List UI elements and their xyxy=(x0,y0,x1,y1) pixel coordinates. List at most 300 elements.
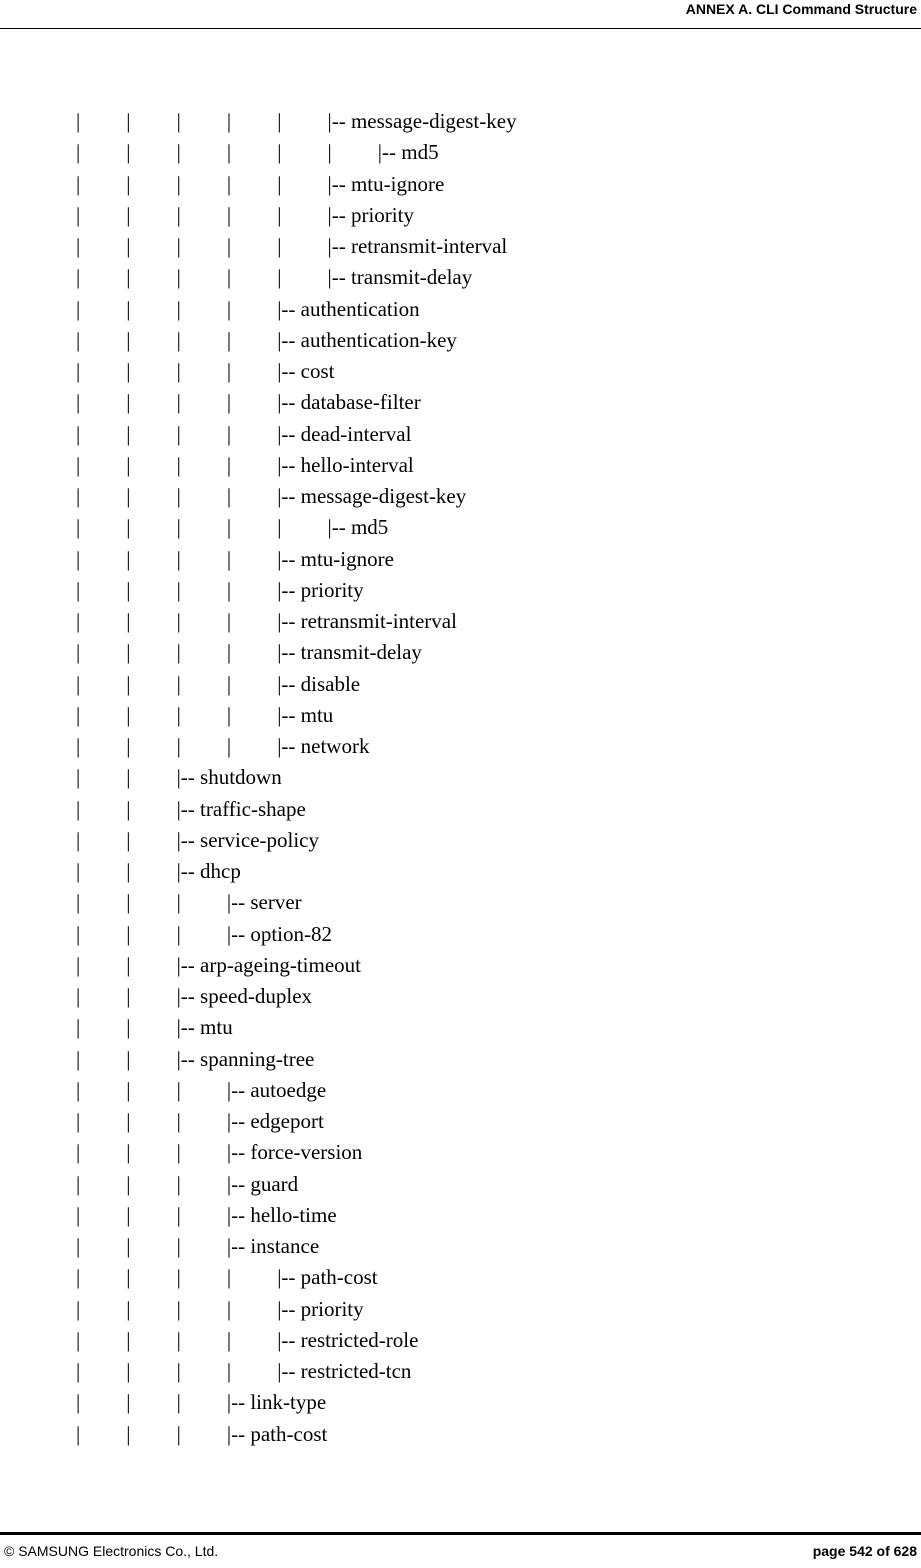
tree-line xyxy=(0,919,921,950)
tree-pipe: | xyxy=(176,1202,181,1227)
tree-branch-prefix: |-- xyxy=(277,421,301,446)
tree-pipe: | xyxy=(76,546,81,571)
tree-pipe: | xyxy=(176,327,181,352)
tree-pipe: | xyxy=(76,921,81,946)
tree-command-label: restricted-role xyxy=(300,1327,419,1352)
tree-branch-prefix: |-- xyxy=(327,202,351,227)
tree-pipe: | xyxy=(126,421,131,446)
page-footer xyxy=(0,1532,921,1568)
tree-pipe: | xyxy=(76,296,81,321)
tree-pipe: | xyxy=(76,1359,81,1383)
tree-branch xyxy=(277,700,333,731)
tree-pipe: | xyxy=(76,827,81,852)
tree-pipe: | xyxy=(277,109,282,133)
tree-branch-prefix: |-- xyxy=(277,296,301,321)
tree-pipe: | xyxy=(126,1327,131,1352)
tree-pipe: | xyxy=(126,546,131,571)
tree-branch xyxy=(177,950,361,981)
tree-branch xyxy=(328,512,389,543)
tree-pipe: | xyxy=(126,1421,131,1446)
tree-line xyxy=(0,794,921,825)
footer-page-number: page 542 of 628 xyxy=(812,1543,917,1559)
tree-line xyxy=(0,1169,921,1200)
tree-pipe: | xyxy=(176,1109,181,1133)
tree-pipe: | xyxy=(126,1077,131,1102)
tree-branch xyxy=(227,1075,326,1106)
tree-branch xyxy=(227,919,332,950)
tree-branch xyxy=(177,981,312,1012)
tree-branch xyxy=(277,356,334,387)
command-tree xyxy=(0,106,921,1450)
tree-branch xyxy=(227,1419,327,1450)
tree-pipe: | xyxy=(226,1296,232,1321)
tree-pipe: | xyxy=(126,484,131,508)
tree-pipe: | xyxy=(76,1171,81,1196)
tree-pipe: | xyxy=(226,640,232,665)
tree-line xyxy=(0,825,921,856)
tree-command-label: link-type xyxy=(250,1390,327,1415)
tree-line xyxy=(0,512,921,543)
tree-pipe: | xyxy=(76,140,81,165)
tree-branch-prefix: |-- xyxy=(277,546,301,571)
tree-line xyxy=(0,294,921,325)
tree-branch xyxy=(277,731,369,762)
tree-command-label: speed-duplex xyxy=(200,984,313,1008)
tree-branch-prefix: |-- xyxy=(277,452,301,477)
tree-command-label: priority xyxy=(300,577,364,602)
tree-pipe: | xyxy=(126,1359,131,1383)
tree-line xyxy=(0,356,921,387)
tree-pipe: | xyxy=(76,1140,81,1165)
tree-command-label: instance xyxy=(250,1234,320,1258)
tree-pipe: | xyxy=(76,390,81,415)
tree-pipe: | xyxy=(76,327,81,352)
tree-pipe: | xyxy=(126,1202,131,1227)
tree-branch xyxy=(328,231,508,262)
tree-pipe: | xyxy=(76,1109,81,1133)
tree-branch xyxy=(328,169,445,200)
tree-command-label: cost xyxy=(300,359,335,383)
tree-pipe: | xyxy=(226,234,232,258)
tree-command-label: option-82 xyxy=(250,921,333,946)
tree-command-label: service-policy xyxy=(200,827,319,852)
tree-branch xyxy=(328,200,414,231)
tree-pipe: | xyxy=(226,484,232,508)
tree-pipe: | xyxy=(176,1296,181,1321)
tree-pipe: | xyxy=(226,1327,232,1352)
tree-command-label: autoedge xyxy=(250,1077,327,1102)
tree-pipe: | xyxy=(76,1015,81,1040)
tree-pipe: | xyxy=(226,734,232,758)
tree-command-label: force-version xyxy=(250,1140,363,1165)
tree-pipe: | xyxy=(226,265,232,290)
tree-command-label: authentication-key xyxy=(300,327,457,352)
tree-pipe: | xyxy=(176,265,181,290)
tree-pipe: | xyxy=(176,734,181,758)
tree-pipe: | xyxy=(226,577,232,602)
tree-pipe: | xyxy=(176,452,181,477)
tree-pipe: | xyxy=(126,984,131,1008)
tree-pipe: | xyxy=(126,577,131,602)
tree-branch-prefix: |-- xyxy=(327,171,351,196)
tree-pipe: | xyxy=(226,452,232,477)
tree-branch-prefix: |-- xyxy=(277,359,301,383)
tree-pipe: | xyxy=(176,421,181,446)
tree-pipe: | xyxy=(126,515,131,540)
tree-pipe: | xyxy=(76,359,81,383)
tree-branch-prefix: |-- xyxy=(277,609,301,633)
tree-pipe: | xyxy=(226,171,232,196)
tree-command-label: md5 xyxy=(401,140,439,165)
tree-line xyxy=(0,856,921,887)
tree-pipe: | xyxy=(176,1140,181,1165)
tree-line xyxy=(0,1262,921,1293)
tree-command-label: arp-ageing-timeout xyxy=(200,952,361,977)
tree-branch-prefix: |-- xyxy=(226,1390,251,1415)
tree-pipe: | xyxy=(126,1140,131,1165)
tree-branch xyxy=(277,575,363,606)
tree-pipe: | xyxy=(126,640,131,665)
tree-branch-prefix: |-- xyxy=(226,1109,251,1133)
tree-pipe: | xyxy=(176,484,181,508)
tree-branch-prefix: |-- xyxy=(277,484,301,508)
tree-pipe: | xyxy=(126,671,131,696)
tree-branch xyxy=(227,887,302,918)
tree-line xyxy=(0,1419,921,1450)
tree-pipe: | xyxy=(126,109,131,133)
tree-pipe: | xyxy=(176,515,181,540)
tree-branch xyxy=(177,794,306,825)
tree-pipe: | xyxy=(277,171,282,196)
tree-pipe: | xyxy=(126,859,131,883)
tree-command-label: mtu xyxy=(200,1015,233,1040)
tree-pipe: | xyxy=(76,1202,81,1227)
tree-branch xyxy=(277,1356,411,1387)
tree-pipe: | xyxy=(176,202,181,227)
tree-command-label: message-digest-key xyxy=(350,109,517,133)
tree-pipe: | xyxy=(226,671,232,696)
tree-branch xyxy=(177,1012,233,1043)
page-header xyxy=(0,0,921,29)
tree-line xyxy=(0,1387,921,1418)
tree-pipe: | xyxy=(126,265,131,290)
tree-pipe: | xyxy=(176,1390,181,1415)
footer-copyright: © SAMSUNG Electronics Co., Ltd. xyxy=(4,1543,219,1559)
tree-pipe: | xyxy=(76,609,81,633)
tree-branch xyxy=(378,137,439,168)
tree-pipe: | xyxy=(76,1077,81,1102)
tree-line xyxy=(0,262,921,293)
tree-branch xyxy=(277,606,457,637)
tree-line xyxy=(0,1294,921,1325)
tree-branch-prefix: |-- xyxy=(277,1265,301,1290)
tree-pipe: | xyxy=(226,296,232,321)
tree-pipe: | xyxy=(176,702,181,727)
tree-branch xyxy=(277,481,466,512)
tree-line xyxy=(0,1012,921,1043)
tree-pipe: | xyxy=(126,1296,131,1321)
tree-branch-prefix: |-- xyxy=(176,1015,201,1040)
tree-line xyxy=(0,325,921,356)
tree-line xyxy=(0,169,921,200)
tree-branch xyxy=(227,1137,362,1168)
tree-line xyxy=(0,544,921,575)
tree-line xyxy=(0,762,921,793)
tree-branch-prefix: |-- xyxy=(277,640,301,665)
tree-branch-prefix: |-- xyxy=(277,671,301,696)
tree-command-label: md5 xyxy=(350,515,389,540)
tree-branch xyxy=(277,1325,418,1356)
tree-line xyxy=(0,1044,921,1075)
tree-pipe: | xyxy=(76,265,81,290)
tree-pipe: | xyxy=(226,359,232,383)
tree-branch-prefix: |-- xyxy=(277,1296,301,1321)
tree-branch-prefix: |-- xyxy=(176,984,201,1008)
tree-pipe: | xyxy=(76,765,81,790)
tree-pipe: | xyxy=(126,140,131,165)
tree-line xyxy=(0,981,921,1012)
tree-pipe: | xyxy=(76,952,81,977)
tree-pipe: | xyxy=(226,109,232,133)
tree-pipe: | xyxy=(126,1046,131,1071)
tree-pipe: | xyxy=(176,359,181,383)
tree-pipe: | xyxy=(226,546,232,571)
tree-pipe: | xyxy=(126,827,131,852)
tree-pipe: | xyxy=(126,952,131,977)
tree-pipe: | xyxy=(76,796,81,821)
tree-pipe: | xyxy=(76,515,81,540)
tree-branch-prefix: |-- xyxy=(277,734,301,758)
tree-branch-prefix: |-- xyxy=(277,1327,301,1352)
tree-branch-prefix: |-- xyxy=(226,1421,251,1446)
tree-line xyxy=(0,481,921,512)
tree-line xyxy=(0,887,921,918)
tree-pipe: | xyxy=(176,1234,181,1258)
tree-pipe: | xyxy=(126,702,131,727)
tree-line xyxy=(0,1106,921,1137)
tree-branch xyxy=(177,856,241,887)
tree-pipe: | xyxy=(76,1234,81,1258)
tree-pipe: | xyxy=(226,390,232,415)
tree-pipe: | xyxy=(76,859,81,883)
tree-branch-prefix: |-- xyxy=(176,1046,201,1071)
tree-pipe: | xyxy=(126,1265,131,1290)
tree-branch-prefix: |-- xyxy=(176,765,201,790)
tree-branch-prefix: |-- xyxy=(277,390,301,415)
tree-branch xyxy=(227,1169,298,1200)
tree-pipe: | xyxy=(126,202,131,227)
tree-command-label: database-filter xyxy=(300,390,421,415)
tree-pipe: | xyxy=(176,640,181,665)
tree-command-label: mtu xyxy=(300,702,334,727)
tree-branch-prefix: |-- xyxy=(226,1171,251,1196)
tree-pipe: | xyxy=(226,515,232,540)
tree-line xyxy=(0,1075,921,1106)
tree-command-label: server xyxy=(250,890,302,915)
tree-branch-prefix: |-- xyxy=(176,859,201,883)
tree-pipe: | xyxy=(176,109,181,133)
tree-pipe: | xyxy=(76,1327,81,1352)
tree-line xyxy=(0,1325,921,1356)
tree-pipe: | xyxy=(176,296,181,321)
tree-pipe: | xyxy=(126,765,131,790)
tree-line xyxy=(0,637,921,668)
tree-pipe: | xyxy=(126,452,131,477)
tree-branch xyxy=(277,1262,377,1293)
tree-branch-prefix: |-- xyxy=(226,890,251,915)
tree-command-label: retransmit-interval xyxy=(300,609,457,633)
tree-pipe: | xyxy=(126,1109,131,1133)
tree-line xyxy=(0,387,921,418)
tree-line xyxy=(0,450,921,481)
tree-command-label: hello-time xyxy=(250,1202,337,1227)
tree-command-label: spanning-tree xyxy=(200,1046,315,1071)
tree-command-label: mtu-ignore xyxy=(350,171,445,196)
tree-line xyxy=(0,137,921,168)
tree-pipe: | xyxy=(76,702,81,727)
tree-pipe: | xyxy=(176,609,181,633)
tree-branch-prefix: |-- xyxy=(226,921,251,946)
tree-pipe: | xyxy=(76,484,81,508)
tree-branch-prefix: |-- xyxy=(226,1140,251,1165)
tree-pipe: | xyxy=(226,1265,232,1290)
tree-pipe: | xyxy=(176,890,181,915)
tree-line xyxy=(0,950,921,981)
tree-branch-prefix: |-- xyxy=(327,109,351,133)
tree-branch xyxy=(277,669,360,700)
tree-pipe: | xyxy=(76,734,81,758)
tree-command-label: path-cost xyxy=(300,1265,378,1290)
tree-branch xyxy=(277,387,421,418)
tree-pipe: | xyxy=(126,234,131,258)
tree-pipe: | xyxy=(126,390,131,415)
tree-pipe: | xyxy=(76,202,81,227)
tree-pipe: | xyxy=(226,421,232,446)
tree-pipe: | xyxy=(76,984,81,1008)
tree-pipe: | xyxy=(126,796,131,821)
tree-pipe: | xyxy=(76,1046,81,1071)
tree-line xyxy=(0,231,921,262)
tree-pipe: | xyxy=(76,1390,81,1415)
tree-branch xyxy=(277,294,419,325)
tree-branch xyxy=(177,825,319,856)
tree-pipe: | xyxy=(176,671,181,696)
tree-branch-prefix: |-- xyxy=(176,827,201,852)
tree-pipe: | xyxy=(277,515,282,540)
tree-pipe: | xyxy=(76,890,81,915)
tree-command-label: path-cost xyxy=(250,1421,328,1446)
tree-pipe: | xyxy=(126,1171,131,1196)
tree-line xyxy=(0,1356,921,1387)
tree-pipe: | xyxy=(277,202,282,227)
tree-line xyxy=(0,1231,921,1262)
tree-pipe: | xyxy=(226,1359,232,1383)
tree-pipe: | xyxy=(226,609,232,633)
tree-pipe: | xyxy=(126,296,131,321)
tree-branch xyxy=(227,1200,337,1231)
tree-branch-prefix: |-- xyxy=(226,1077,251,1102)
tree-command-label: traffic-shape xyxy=(200,796,306,821)
tree-branch xyxy=(277,544,394,575)
tree-branch-prefix: |-- xyxy=(377,140,402,165)
tree-pipe: | xyxy=(76,1265,81,1290)
tree-pipe: | xyxy=(226,202,232,227)
tree-command-label: guard xyxy=(250,1171,299,1196)
tree-pipe: | xyxy=(126,327,131,352)
tree-pipe: | xyxy=(126,1234,131,1258)
tree-pipe: | xyxy=(176,1421,181,1446)
tree-pipe: | xyxy=(226,327,232,352)
tree-pipe: | xyxy=(176,390,181,415)
tree-branch xyxy=(277,1294,363,1325)
tree-line xyxy=(0,1200,921,1231)
tree-branch xyxy=(177,762,282,793)
tree-pipe: | xyxy=(76,1421,81,1446)
tree-pipe: | xyxy=(277,140,282,165)
tree-pipe: | xyxy=(176,1327,181,1352)
tree-pipe: | xyxy=(76,1296,81,1321)
tree-line xyxy=(0,575,921,606)
tree-branch xyxy=(277,325,457,356)
tree-pipe: | xyxy=(277,265,282,290)
tree-command-label: message-digest-key xyxy=(300,484,467,508)
tree-pipe: | xyxy=(226,140,232,165)
tree-command-label: network xyxy=(300,734,370,758)
tree-branch-prefix: |-- xyxy=(327,234,351,258)
tree-branch xyxy=(277,637,422,668)
tree-pipe: | xyxy=(176,1171,181,1196)
tree-pipe: | xyxy=(327,140,332,165)
tree-branch xyxy=(328,106,517,137)
tree-command-label: priority xyxy=(300,1296,364,1321)
tree-pipe: | xyxy=(76,171,81,196)
tree-branch-prefix: |-- xyxy=(327,515,351,540)
tree-pipe: | xyxy=(176,577,181,602)
tree-pipe: | xyxy=(126,890,131,915)
tree-pipe: | xyxy=(176,1077,181,1102)
tree-branch-prefix: |-- xyxy=(226,1234,251,1258)
tree-pipe: | xyxy=(126,921,131,946)
tree-command-label: shutdown xyxy=(200,765,282,790)
tree-branch xyxy=(177,1044,315,1075)
tree-branch-prefix: |-- xyxy=(176,952,201,977)
tree-command-label: hello-interval xyxy=(300,452,414,477)
tree-branch-prefix: |-- xyxy=(277,702,301,727)
tree-line xyxy=(0,419,921,450)
tree-command-label: dhcp xyxy=(200,859,241,883)
tree-branch-prefix: |-- xyxy=(277,1359,301,1383)
tree-pipe: | xyxy=(176,140,181,165)
tree-line xyxy=(0,700,921,731)
tree-line xyxy=(0,1137,921,1168)
tree-command-label: transmit-delay xyxy=(300,640,422,665)
tree-pipe: | xyxy=(176,1359,181,1383)
tree-pipe: | xyxy=(126,734,131,758)
tree-pipe: | xyxy=(76,452,81,477)
tree-command-label: restricted-tcn xyxy=(300,1359,412,1383)
tree-pipe: | xyxy=(76,577,81,602)
tree-pipe: | xyxy=(126,609,131,633)
tree-command-label: priority xyxy=(350,202,414,227)
tree-pipe: | xyxy=(76,234,81,258)
tree-branch-prefix: |-- xyxy=(277,577,301,602)
tree-pipe: | xyxy=(126,1015,131,1040)
tree-command-label: retransmit-interval xyxy=(350,234,508,258)
tree-branch xyxy=(277,450,414,481)
tree-pipe: | xyxy=(76,640,81,665)
header-title: ANNEX A. CLI Command Structure xyxy=(685,1,917,17)
tree-branch xyxy=(277,419,411,450)
